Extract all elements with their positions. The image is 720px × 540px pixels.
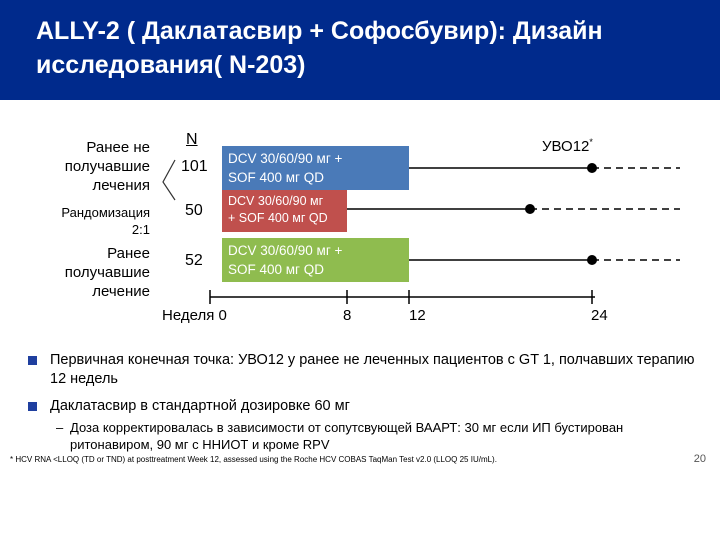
week-prefix: Неделя: [162, 307, 215, 324]
week-axis-label: [162, 307, 227, 324]
naive-label-line2: получавшие: [64, 158, 150, 175]
arm3-n: 52: [185, 252, 203, 269]
arm2-treatment-box: [222, 190, 347, 232]
week-tick-24: 24: [591, 307, 608, 324]
arm3-treatment-box: [222, 238, 409, 282]
arm1-n: 101: [181, 158, 208, 175]
sub-bullet-text: Доза корректировалась в зависимости от сопутсвующей ВААРТ: 30 мг если ИП бустирован ритонавиром, 90 мг с ННИОТ и кроме RPV: [70, 420, 624, 452]
randomization-label-line1: Рандомизация: [61, 205, 150, 220]
naive-label-line3: лечения: [92, 177, 150, 194]
randomization-ratio: 2:1: [131, 222, 150, 237]
arm2-n: 50: [185, 202, 203, 219]
n-header: N: [186, 131, 198, 148]
experienced-label-line1: Ранее: [107, 245, 150, 262]
arm3-text-line1: DCV 30/60/90 мг +: [228, 243, 343, 258]
slide-title: ALLY-2 ( Даклатасвир + Софосбувир): Дизайн исследования( N-203): [36, 17, 603, 79]
sub-bullet-dose-adjustment: [56, 419, 690, 453]
experienced-label-line2: получавшие: [64, 264, 150, 281]
svr12-label: [542, 137, 593, 155]
arm1-treatment-box: [222, 146, 409, 190]
bullet-text: Первичная конечная точка: УВО12 у ранее не леченных пациентов с GT 1, полчавших терапию 12 недель: [50, 352, 695, 387]
arm1-svr-point: [587, 163, 597, 173]
week-tick-0: 0: [218, 307, 227, 324]
experienced-label-line3: лечение: [92, 283, 150, 300]
arm1-text-line2: SOF 400 мг QD: [228, 170, 324, 185]
svr12-asterisk: *: [589, 137, 593, 147]
bullet-square-icon: [28, 402, 37, 411]
week-tick-8: 8: [343, 307, 352, 324]
arm2-text-line1: DCV 30/60/90 мг: [228, 194, 324, 208]
svr12-text: УВО12: [542, 138, 590, 155]
bullet-text: Даклатасвир в стандартной дозировке 60 мг: [50, 398, 350, 414]
arm2-text-line2: + SOF 400 мг QD: [228, 211, 328, 225]
arm3-text-line2: SOF 400 мг QD: [228, 262, 324, 277]
randomization-bracket: [163, 160, 175, 200]
footnote: * HCV RNA <LLOQ (TD or TND) at posttreatment Week 12, assessed using the Roche HCV COBAS TaqMan Test v2.0 (LLOQ 25 IU/mL).: [10, 455, 497, 464]
bullet-square-icon: [28, 356, 37, 365]
page-number: 20: [693, 453, 706, 465]
sub-bullet-dash: –: [56, 420, 64, 435]
week-tick-12: 12: [409, 307, 426, 324]
naive-label-line1: Ранее не: [86, 139, 150, 156]
arm1-text-line1: DCV 30/60/90 мг +: [228, 151, 343, 166]
arm2-svr-point: [525, 204, 535, 214]
arm3-svr-point: [587, 255, 597, 265]
